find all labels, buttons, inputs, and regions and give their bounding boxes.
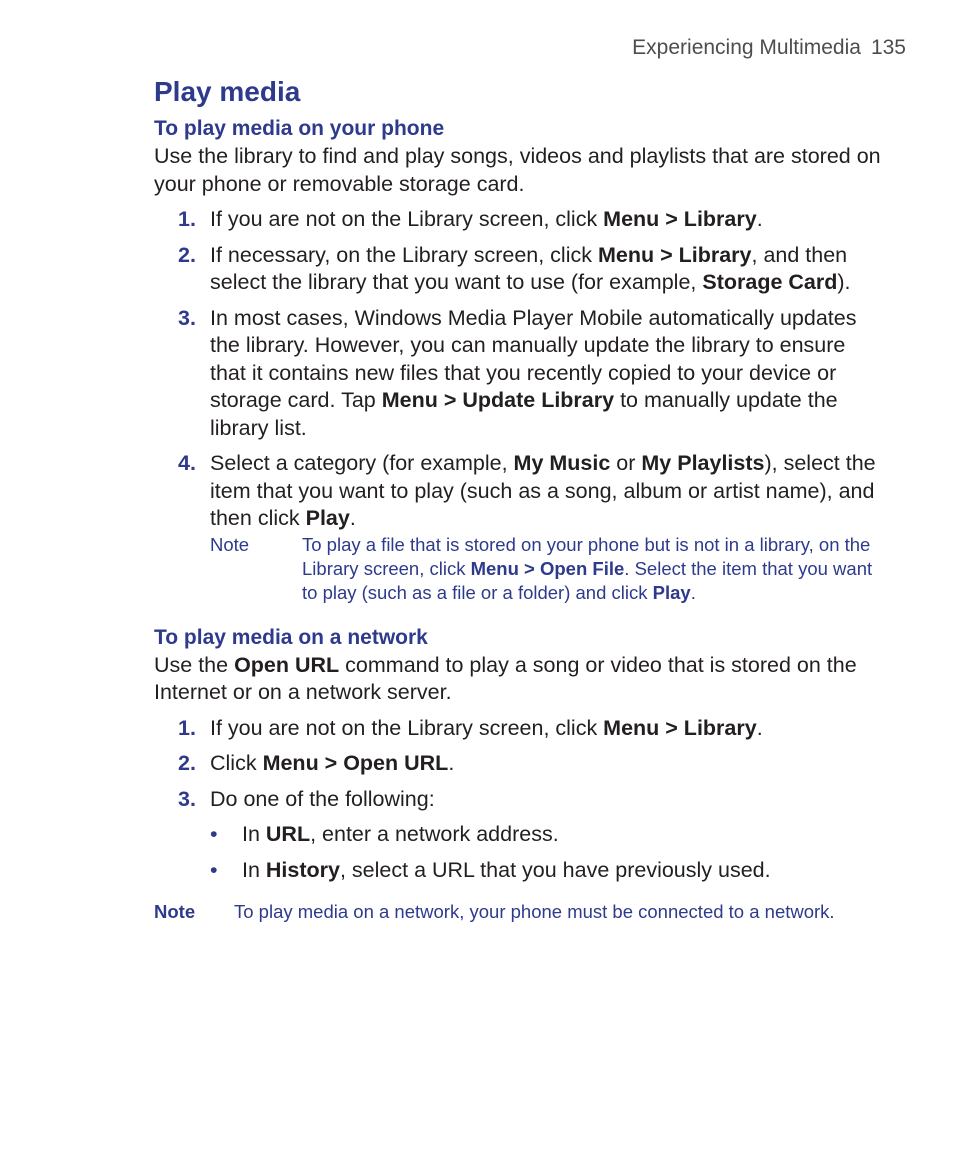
phone-intro: Use the library to find and play songs, videos and playlists that are stored on your phone or removable storage card.	[154, 144, 881, 196]
step-command: Play	[305, 506, 350, 530]
phone-step-4	[154, 450, 884, 605]
note-text: To play media on a network, your phone must be connected to a network.	[234, 901, 835, 922]
step-text: .	[756, 207, 763, 231]
step-command: My Playlists	[641, 451, 765, 475]
note-label: Note	[210, 533, 250, 555]
step-number: 4.	[178, 451, 196, 475]
step-number: 1.	[178, 207, 196, 231]
step-text: If you are not on the Library screen, click	[210, 207, 604, 231]
intro-text: Use the	[154, 652, 235, 677]
step-text: ), select the item that you want to play (such as a song, album or artist name), and then click	[210, 451, 876, 530]
note-text: .	[690, 581, 696, 603]
running-header	[632, 36, 906, 60]
step-text: ).	[837, 270, 851, 294]
intro-text: command to play a song or video that is stored on the Internet or on a network server.	[154, 652, 857, 704]
network-options	[210, 821, 884, 884]
option-text: , enter a network address.	[310, 822, 559, 846]
step-text: If you are not on the Library screen, click	[210, 715, 604, 740]
step-text: .	[756, 715, 763, 740]
step-command: My Music	[513, 451, 611, 475]
step-command: Menu > Update Library	[381, 388, 615, 412]
option-text: , select a URL that you have previously used.	[339, 857, 771, 882]
phone-heading: To play media on your phone	[154, 117, 445, 140]
step-command: Menu > Open URL	[262, 751, 449, 775]
step-note	[210, 533, 884, 605]
network-intro	[154, 652, 884, 707]
option-history	[210, 857, 884, 885]
note-text: To play a file that is stored on your phone but is not in a library, on the Library screen, click	[302, 533, 871, 579]
section-title: Experiencing Multimedia	[632, 36, 861, 59]
step-number: 2.	[178, 751, 196, 775]
phone-steps	[154, 206, 884, 605]
network-note	[154, 900, 874, 924]
step-text: .	[448, 751, 455, 775]
intro-command: Open URL	[234, 652, 340, 677]
step-text: to manually update the library list.	[210, 388, 838, 440]
network-steps	[154, 715, 884, 885]
step-text: or	[610, 451, 642, 475]
note-label: Note	[154, 901, 196, 922]
step-number: 2.	[178, 242, 196, 267]
option-url	[210, 821, 884, 849]
option-text: In	[242, 822, 266, 846]
network-heading: To play media on a network	[154, 625, 428, 649]
page-content	[154, 74, 884, 924]
network-step-1	[154, 715, 884, 743]
step-text: , and then select the library that you want to use (for example,	[210, 242, 848, 294]
step-text: If necessary, on the Library screen, click	[210, 242, 598, 267]
network-step-2	[154, 750, 884, 778]
step-command: Menu > Library	[603, 715, 757, 740]
step-command: Menu > Library	[597, 242, 752, 267]
option-text: In	[242, 857, 266, 882]
bullet-icon: •	[210, 857, 218, 882]
step-text: In most cases, Windows Media Player Mobile automatically updates the library. However, you can manually update the library to ensure that it contains new files that you recently copied to your device or storage card. Tap	[210, 305, 857, 412]
note-command: Play	[652, 581, 691, 603]
step-command: Storage Card	[702, 270, 838, 294]
phone-step-1	[154, 206, 884, 234]
step-text: Do one of the following:	[210, 786, 435, 811]
bullet-icon: •	[210, 822, 218, 846]
step-number: 3.	[178, 786, 196, 811]
step-text: Select a category (for example,	[210, 451, 514, 475]
option-field: URL	[265, 822, 311, 846]
step-number: 1.	[178, 715, 196, 740]
page-title: Play media	[154, 76, 301, 107]
step-text: .	[349, 506, 356, 530]
phone-step-2	[154, 242, 884, 297]
option-field: History	[265, 857, 340, 882]
note-command: Menu > Open File	[470, 557, 625, 579]
note-text: . Select the item that you want to play (such as a file or a folder) and click	[302, 557, 873, 603]
step-text: Click	[210, 751, 263, 775]
page-number: 135	[870, 36, 906, 59]
step-number: 3.	[178, 305, 196, 330]
network-step-3	[154, 786, 884, 885]
phone-step-3	[154, 305, 884, 443]
step-command: Menu > Library	[603, 207, 757, 231]
